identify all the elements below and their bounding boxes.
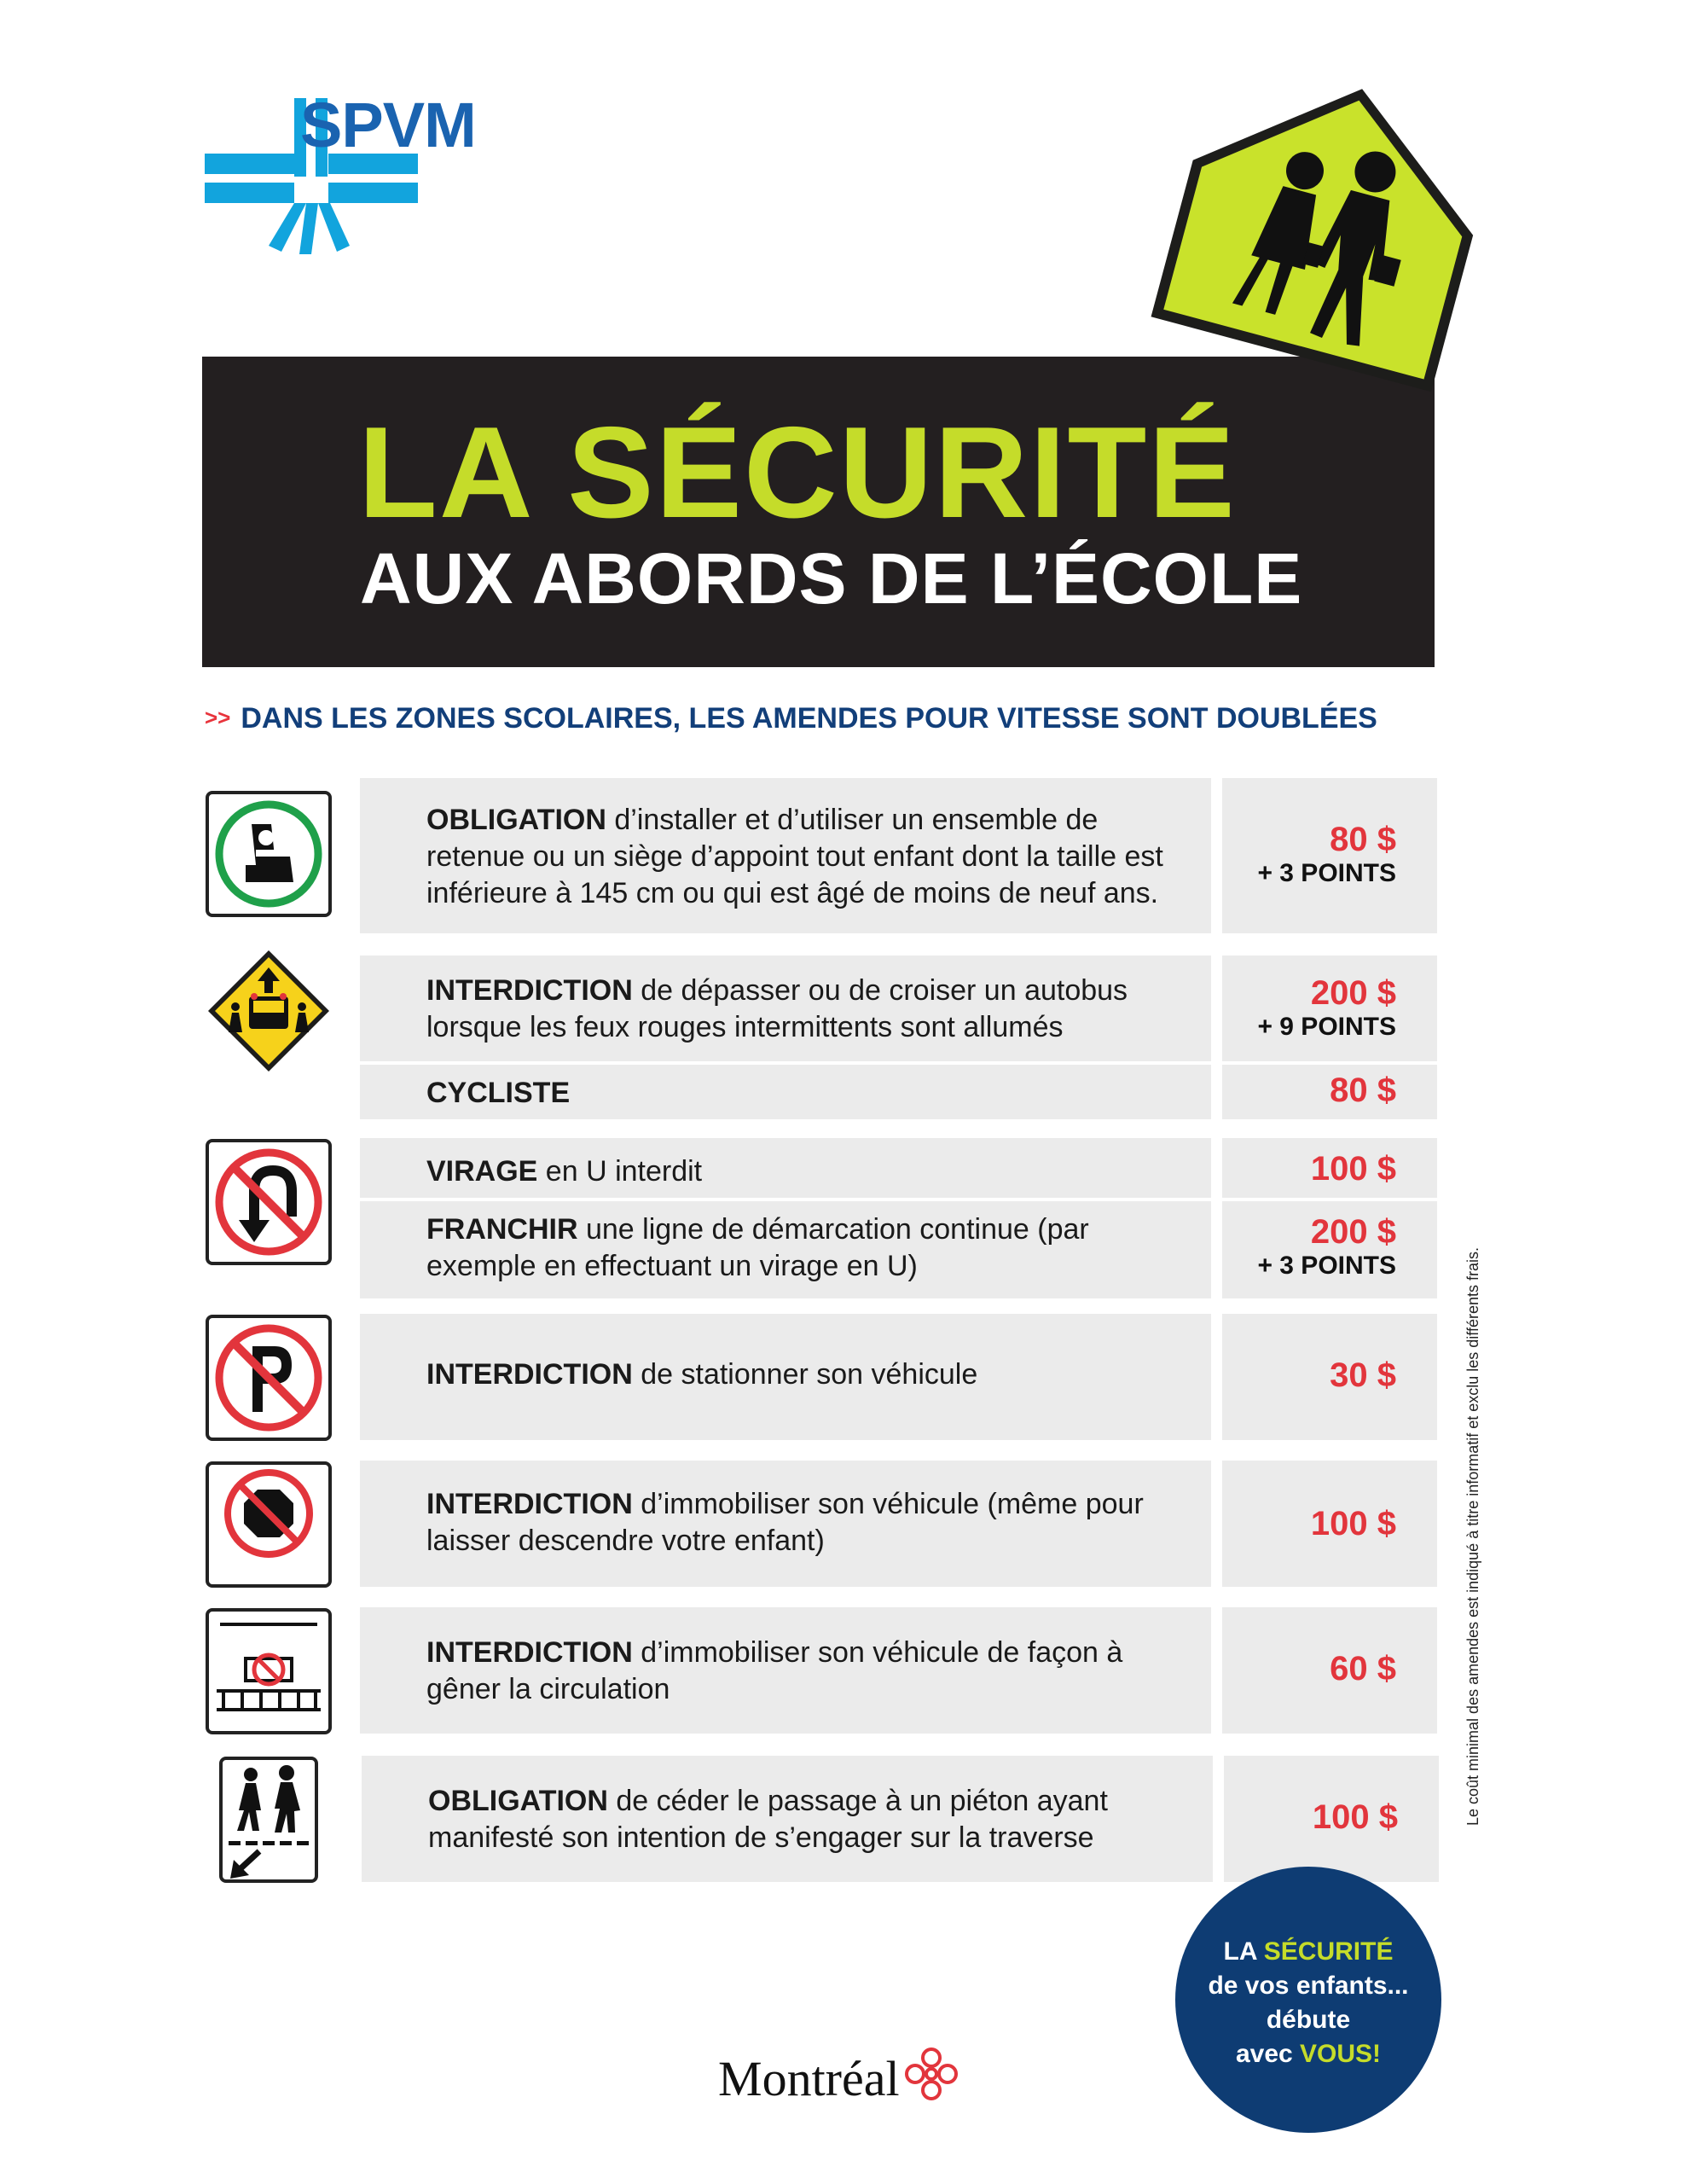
notice-text: DANS LES ZONES SCOLAIRES, LES AMENDES POUR VITESSE SONT DOUBLÉES — [241, 702, 1377, 735]
demerit-points: + 9 POINTS — [1257, 1013, 1396, 1041]
row-description: INTERDICTION d’immobiliser son véhicule (même pour laisser descendre votre enfant) — [426, 1488, 1144, 1557]
fine-amount: 80 $ — [1330, 1072, 1396, 1109]
row-description: INTERDICTION d’immobiliser son véhicule de façon à gêner la circulation — [426, 1636, 1123, 1705]
city-name: Montréal — [718, 2051, 900, 2106]
montreal-rosette-icon — [903, 2046, 959, 2102]
school-bus-sign-icon — [205, 947, 333, 1075]
logo-text: SPVM — [300, 90, 476, 160]
fine-cell — [1222, 956, 1437, 1119]
table-row — [360, 1607, 1211, 1734]
table-row — [360, 956, 1211, 1119]
fine-cell — [1222, 1607, 1437, 1734]
row-description: CYCLISTE — [426, 1077, 571, 1109]
row-description: VIRAGE en U interdit — [426, 1155, 703, 1188]
demerit-points: + 3 POINTS — [1257, 1252, 1396, 1280]
fine-amount: 100 $ — [1312, 1798, 1398, 1836]
arrows-icon: >> — [205, 705, 231, 730]
school-zone-sign-icon — [1143, 68, 1501, 410]
table-row — [360, 778, 1211, 933]
divider — [1222, 1198, 1437, 1201]
row-description: INTERDICTION de dépasser ou de croiser un autobus lorsque les feux rouges intermittents sont allumés — [426, 974, 1128, 1043]
table-row — [362, 1756, 1213, 1882]
fine-cell — [1222, 1138, 1437, 1298]
fine-amount: 30 $ — [1330, 1356, 1396, 1394]
table-row — [360, 1461, 1211, 1587]
side-note: Le coût minimal des amendes est indiqué à titre informatif et exclu les différents frais. — [1464, 1247, 1481, 1826]
no-parking-sign-icon — [205, 1314, 333, 1442]
fine-amount: 100 $ — [1310, 1150, 1396, 1188]
table-row — [360, 1314, 1211, 1440]
demerit-points: + 3 POINTS — [1257, 859, 1396, 887]
safety-slogan-badge: LA SÉCURITÉ de vos enfants... débute avec VOUS! — [1175, 1867, 1441, 2133]
row-description: OBLIGATION de céder le passage à un piéton ayant manifesté son intention de s’engager sur la traverse — [428, 1785, 1108, 1854]
fine-cell — [1224, 1756, 1439, 1882]
fine-cell — [1222, 778, 1437, 933]
page-title: LA SÉCURITÉ — [358, 400, 1237, 545]
fine-amount: 100 $ — [1310, 1505, 1396, 1542]
no-u-turn-sign-icon — [205, 1138, 333, 1266]
fine-amount: 200 $ — [1310, 974, 1396, 1012]
page-subtitle: AUX ABORDS DE L’ÉCOLE — [360, 538, 1303, 619]
fine-amount: 60 $ — [1330, 1650, 1396, 1687]
fine-cell — [1222, 1461, 1437, 1587]
no-stopping-sign-icon — [205, 1461, 333, 1589]
montreal-logo — [718, 2039, 959, 2107]
divider — [1222, 1061, 1437, 1065]
row-description: INTERDICTION de stationner son véhicule — [426, 1358, 978, 1391]
speed-fines-notice — [205, 702, 1377, 735]
no-stopping-crosswalk-sign-icon — [205, 1607, 333, 1735]
fine-cell — [1222, 1314, 1437, 1440]
fine-amount: 200 $ — [1310, 1213, 1396, 1251]
fine-amount: 80 $ — [1330, 821, 1396, 858]
row-description: OBLIGATION d’installer et d’utiliser un ensemble de retenue ou un siège d’appoint tout enfant dont la taille est inférieure à 145 cm ou qui est âgé de moins de neuf ans. — [426, 804, 1163, 909]
row-description: FRANCHIR une ligne de démarcation continue (par exemple en effectuant un virage en U) — [426, 1213, 1089, 1282]
pedestrian-crossing-sign-icon — [218, 1756, 319, 1884]
table-row — [360, 1138, 1211, 1298]
child-car-seat-sign-icon — [205, 790, 333, 918]
divider — [360, 1198, 1211, 1201]
divider — [360, 1061, 1211, 1065]
